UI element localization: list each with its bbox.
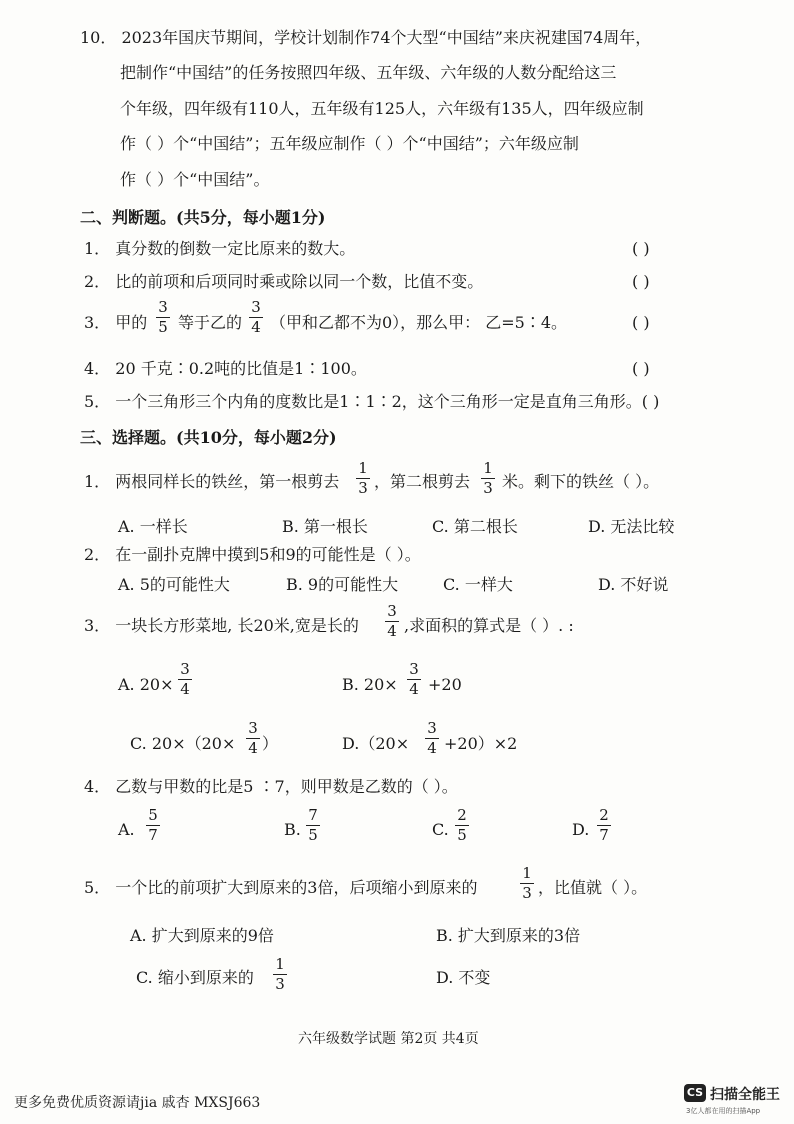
q10-line-2: 把制作“中国结”的任务按照四年级、五年级、六年级的人数分配给这三: [120, 63, 617, 82]
scanner-app-name: 扫描全能王: [710, 1087, 780, 1103]
q10-line-5: 作（ ）个“中国结”。: [120, 170, 270, 189]
choice-4-option-a: A.: [118, 820, 135, 839]
judge-2: 2． 比的前项和后项同时乘或除以同一个数，比值不变。: [84, 272, 484, 291]
choice-5-option-d: D. 不变: [436, 968, 491, 987]
choice-5-option-a: A. 扩大到原来的9倍: [130, 926, 274, 945]
section-2-title: 二、判断题。(共5分，每小题1分): [80, 208, 326, 227]
q10-line-1: 10． 2023年国庆节期间，学校计划制作74个大型“中国结”来庆祝建国74周年，: [80, 28, 652, 47]
page-footer: 六年级数学试题 第2页 共4页: [298, 1031, 479, 1047]
fraction-3-4: 3 4: [407, 662, 421, 697]
choice-1-option-c: C. 第二根长: [432, 517, 518, 536]
promo-text: 更多免费优质资源请jia 戚杏 MXSJ663: [14, 1095, 261, 1111]
judge-3-part-2: 等于乙的: [178, 313, 243, 332]
choice-1-option-a: A. 一样长: [118, 517, 188, 536]
scanner-logo-icon: CS: [684, 1084, 706, 1102]
choice-4-option-b: B.: [284, 820, 301, 839]
judge-1-paren: ( ): [632, 239, 650, 258]
choice-3-part-1: 3． 一块长方形菜地, 长20米,宽是长的: [84, 616, 359, 635]
choice-1-part-3: 米。剩下的铁丝（ ）。: [502, 472, 660, 491]
choice-2-option-d: D. 不好说: [598, 575, 669, 594]
fraction-3-4: 3 4: [385, 604, 399, 639]
q10-line-3: 个年级，四年级有110人，五年级有125人，六年级有135人，四年级应制: [120, 99, 644, 118]
fraction-1-3: 1 3: [356, 461, 370, 496]
judge-3-part-3: （甲和乙都不为0），那么甲： 乙=5∶4。: [270, 313, 568, 332]
choice-1-part-1: 1． 两根同样长的铁丝，第一根剪去: [84, 472, 340, 491]
fraction-7-5: 7 5: [306, 808, 320, 843]
choice-1-part-2: ，第二根剪去: [374, 472, 471, 491]
fraction-3-4: 3 4: [246, 721, 260, 756]
choice-5-option-c: C. 缩小到原来的: [136, 968, 254, 987]
choice-3-option-b-part-1: B. 20×: [342, 675, 398, 694]
choice-1-option-b: B. 第一根长: [282, 517, 368, 536]
fraction-2-5: 2 5: [455, 808, 469, 843]
choice-2: 2． 在一副扑克牌中摸到5和9的可能性是（ ）。: [84, 545, 421, 564]
choice-3-option-b-part-2: +20: [428, 675, 462, 694]
choice-3-option-a: A. 20×: [118, 675, 174, 694]
q10-line-4: 作（ ）个“中国结”；五年级应制作（ ）个“中国结”；六年级应制: [120, 134, 579, 153]
judge-5: 5． 一个三角形三个内角的度数比是1∶1∶2，这个三角形一定是直角三角形。( ): [84, 392, 660, 411]
choice-3-part-2: ,求面积的算式是（ ）. :: [404, 616, 574, 635]
fraction-1-3: 1 3: [481, 461, 495, 496]
judge-4-paren: ( ): [632, 359, 650, 378]
fraction-5-7: 5 7: [146, 808, 160, 843]
judge-3-paren: ( ): [632, 313, 650, 332]
choice-3-option-c-part-1: C. 20×（20×: [130, 734, 236, 753]
judge-3-part-1: 3． 甲的: [84, 313, 148, 332]
fraction-3-5: 3 5: [156, 300, 170, 335]
fraction-3-4: 3 4: [425, 721, 439, 756]
choice-3-option-c-part-2: ）: [262, 734, 279, 753]
choice-4-option-d: D.: [572, 820, 590, 839]
section-3-title: 三、选择题。(共10分，每小题2分): [80, 428, 337, 447]
choice-3-option-d-part-1: D.（20×: [342, 734, 410, 753]
judge-4: 4． 20 千克∶0.2吨的比值是1∶100。: [84, 359, 367, 378]
judge-1: 1． 真分数的倒数一定比原来的数大。: [84, 239, 356, 258]
choice-4-option-c: C.: [432, 820, 449, 839]
choice-5-part-1: 5． 一个比的前项扩大到原来的3倍，后项缩小到原来的: [84, 878, 478, 897]
choice-5-option-b: B. 扩大到原来的3倍: [436, 926, 581, 945]
choice-1-option-d: D. 无法比较: [588, 517, 675, 536]
choice-3-option-d-part-2: +20）×2: [444, 734, 518, 753]
choice-2-option-b: B. 9的可能性大: [286, 575, 399, 594]
choice-4: 4． 乙数与甲数的比是5 ∶7，则甲数是乙数的（ ）。: [84, 777, 458, 796]
choice-5-part-2: ，比值就（ ）。: [538, 878, 648, 897]
fraction-2-7: 2 7: [597, 808, 611, 843]
judge-2-paren: ( ): [632, 272, 650, 291]
fraction-3-4: 3 4: [249, 300, 263, 335]
choice-2-option-a: A. 5的可能性大: [118, 575, 230, 594]
scanner-tagline: 3亿人都在用的扫描App: [686, 1107, 761, 1115]
fraction-1-3: 1 3: [273, 957, 287, 992]
fraction-1-3: 1 3: [520, 866, 534, 901]
fraction-3-4: 3 4: [178, 662, 192, 697]
choice-2-option-c: C. 一样大: [443, 575, 513, 594]
